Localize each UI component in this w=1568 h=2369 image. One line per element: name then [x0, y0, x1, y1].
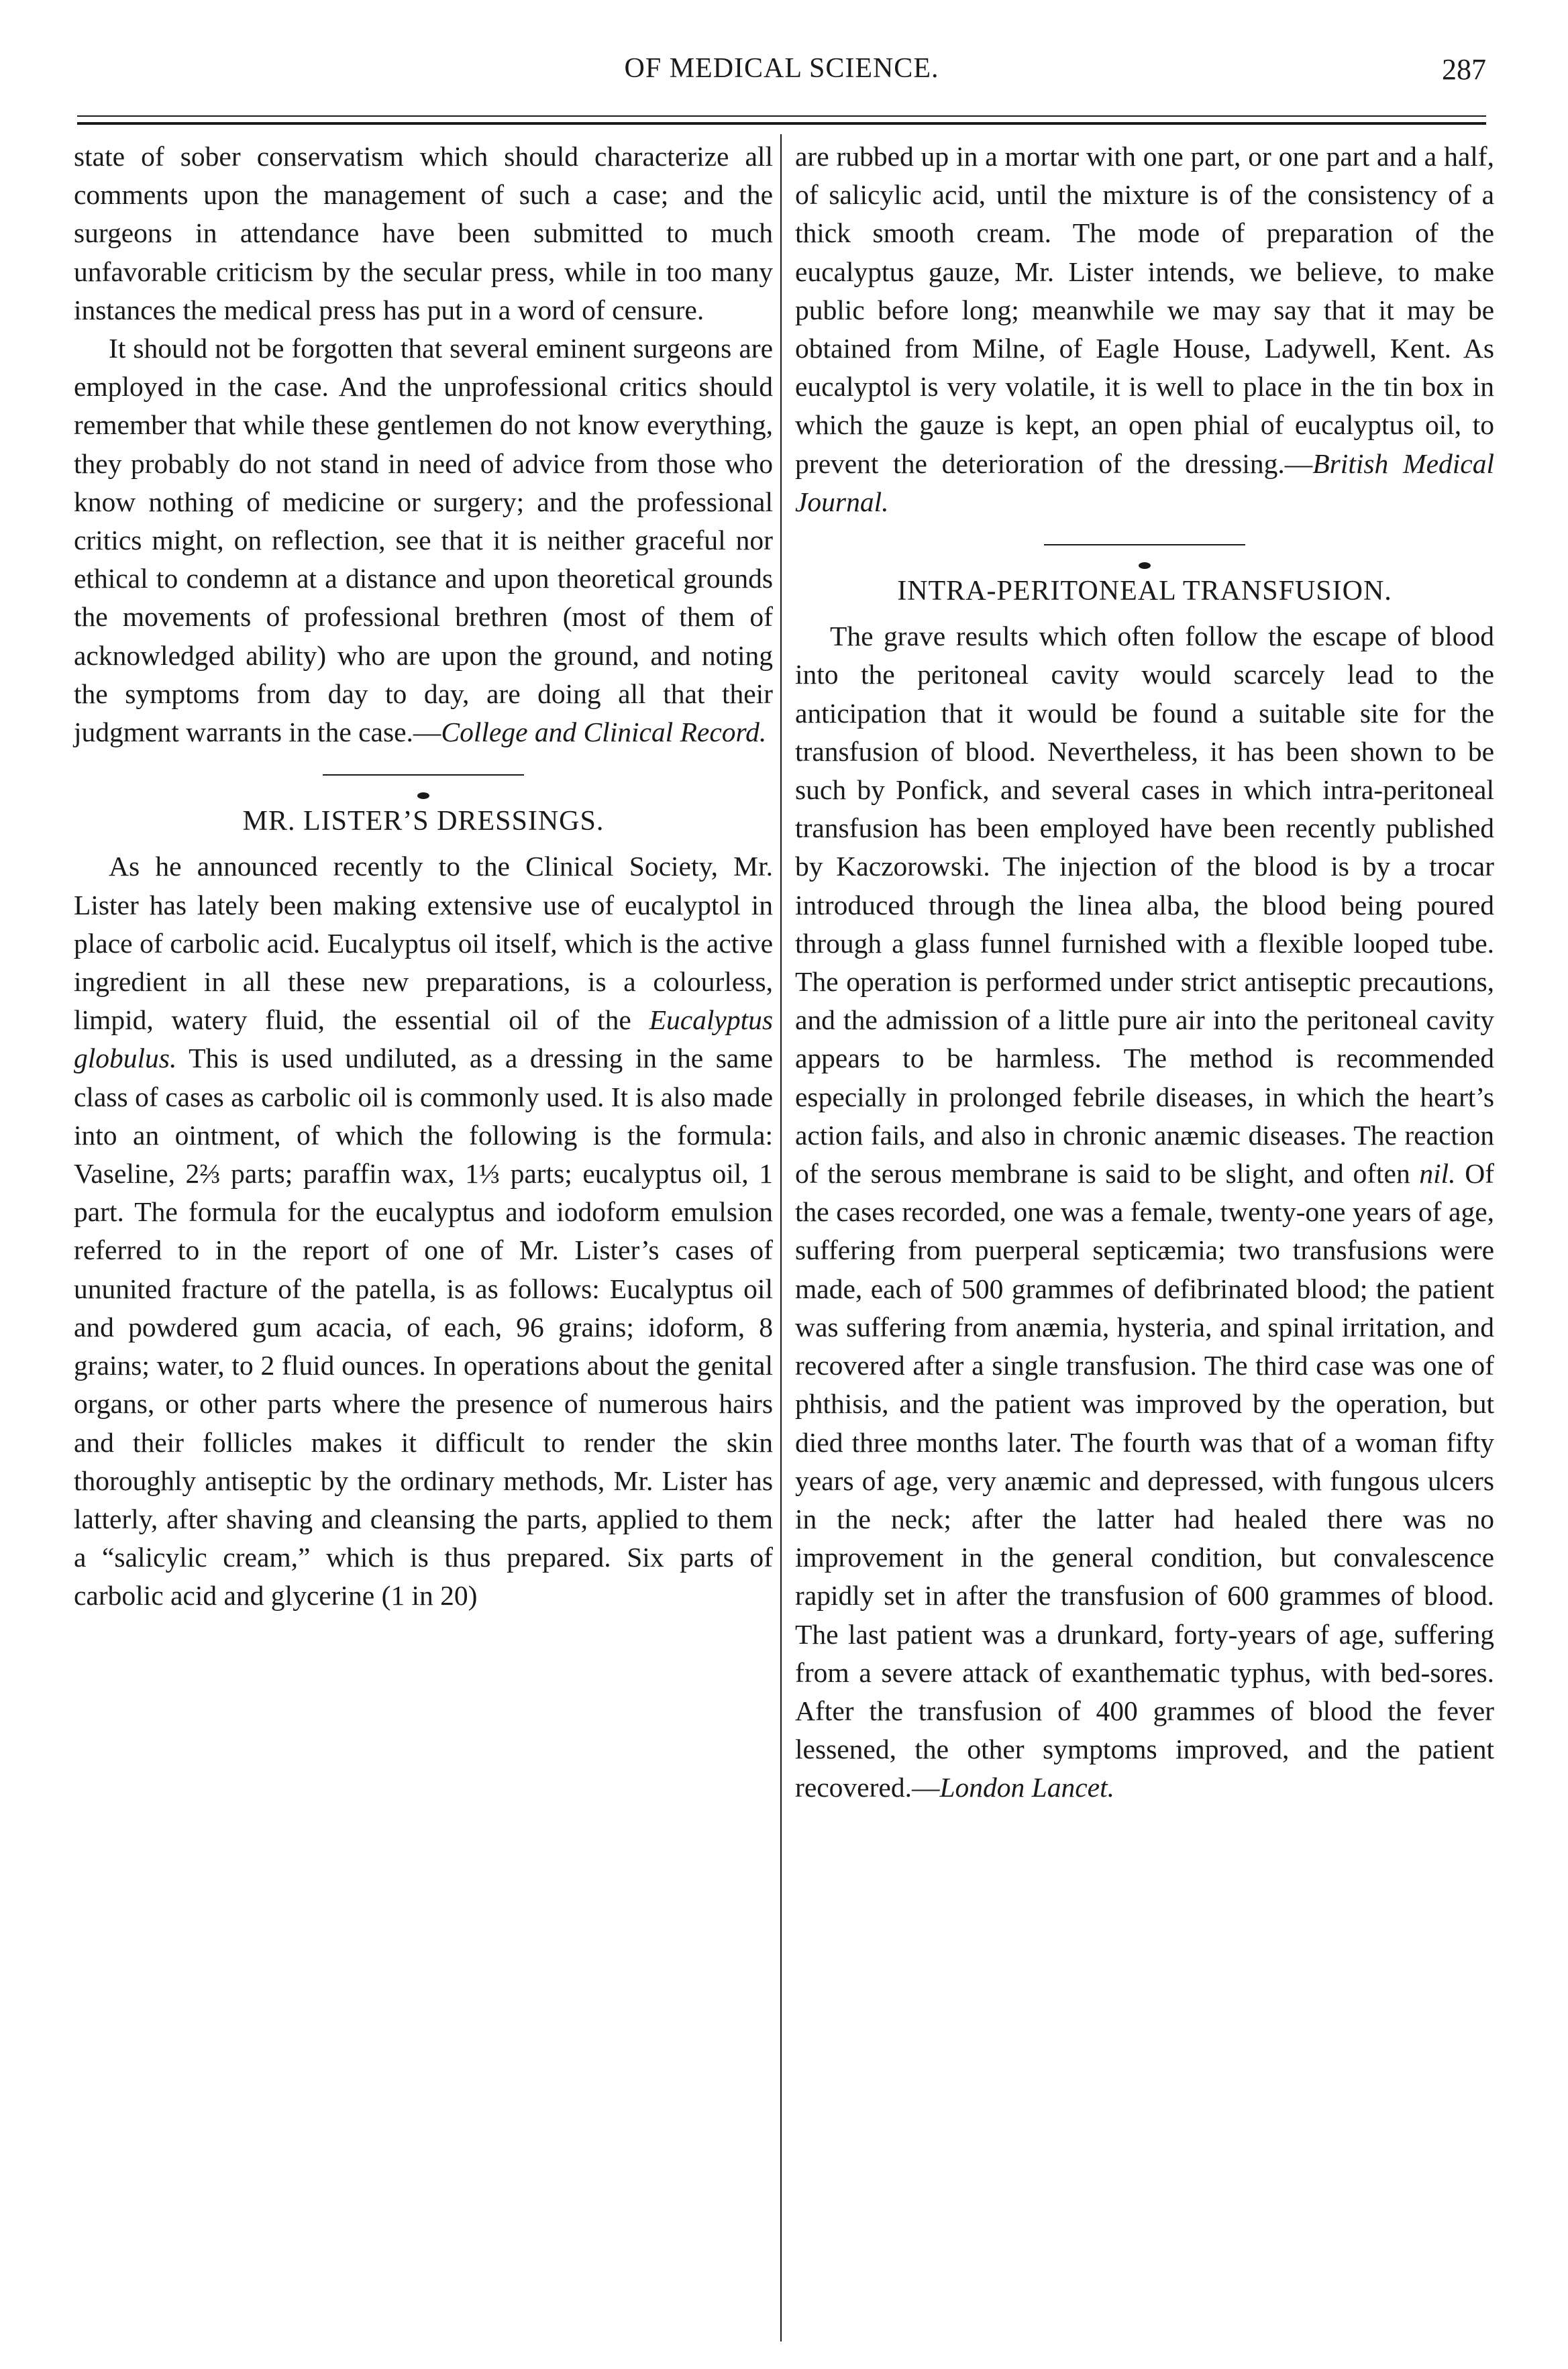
page-number: 287 [1442, 53, 1486, 86]
paragraph-critics [74, 329, 773, 751]
heading-intra-peritoneal: INTRA-PERITONEAL TRANSFUSION. [897, 576, 1392, 607]
citation-london-lancet: London Lancet. [939, 1772, 1114, 1803]
paragraph-salicylic-text: are rubbed up in a mortar with one part, or one part and a half, of salicylic acid, until the mixture is of the consistency of a thick smooth cream. The mode of preparation of the eucalyptus gauze, Mr. Lister intends, we believe, to make public before long; meanwhile we may say that it may be obtained from Milne, of Eagle House, Ladywell, Kent. As eucalyptol is very volatile, it is well to place in the tin box in which the gauze is kept, an open phial of eucalyptus oil, to prevent the deterioration of the dressing.— [795, 141, 1494, 479]
running-title: OF MEDICAL SCIENCE. [624, 53, 939, 84]
paragraph-critics-text: It should not be forgotten that several eminent surgeons are employed in the case. And the unprofessional critics should remember that while these gentlemen do not know everything, they probably do not stand in need of advice from those who know nothing of medicine or surgery; and the professional critics might, on reflection, see that it is neither graceful nor ethical to condemn at a distance and upon theoretical grounds the movements of professional brethren (most of them of acknowledged ability) who are upon the ground, and noting the symptoms from day to day, are doing all that their judgment warrants in the case.— [74, 333, 773, 748]
section-divider-ornament-right [795, 540, 1494, 549]
paragraph-lister-text-b: This is used undiluted, as a dressing in the same class of cases as carbolic oil is commonly used. It is also made into an ointment, of which the following is the formula: Vaseline, 2⅔ parts; paraffin wax, 1⅓ parts; eucalyptus oil, 1 part. The formula for the eucalyptus and iodoform emulsion referred to in the report of one of Mr. Lister’s cases of ununited fracture of the patella, is as follows: Eucalyptus oil and powdered gum acacia, of each, 96 grains; idoform, 8 grains; water, to 2 fluid ounces. In operations about the genital organs, or other parts where the presence of numerous hairs and their follicles makes it difficult to render the skin thoroughly antiseptic by the ordinary methods, Mr. Lister has latterly, after shaving and cleansing the parts, applied to them a “salicylic cream,” which is thus prepared. Six parts of carbolic acid and glycerine (1 in 20) [74, 1043, 773, 1612]
header-rule-thin [77, 115, 1486, 117]
left-column [74, 138, 773, 2345]
running-head [77, 52, 1486, 106]
paragraph-transfusion-text-a: The grave results which often follow the escape of blood into the peritoneal cavity would scarcely lead to the anticipation that it would be found a suitable site for the transfusion of blood. Nevertheless, it has been shown to be such by Ponfick, and several cases in which intra-peritoneal transfusion has been employed have been recently published by Kaczorowski. The injection of the blood is by a trocar introduced through the linea alba, the blood being poured through a glass funnel furnished with a flexible looped tube. The operation is performed under strict antiseptic precautions, and the admission of a little pure air into the peritoneal cavity appears to be harmless. The method is recommended especially in prolonged febrile diseases, in which the heart’s action fails, and also in chronic anæmic diseases. The reaction of the serous membrane is said to be slight, and often [795, 621, 1494, 1190]
paragraph-transfusion-text-b: Of the cases recorded, one was a female, twenty-one years of age, suffering from puerperal septicæmia; two transfusions were made, each of 500 grammes of defibrinated blood; the patient was suffering from anæmia, hysteria, and spinal irritation, and recovered after a single transfusion. The third case was one of phthisis, and the patient was improved by the operation, but died three months later. The fourth was that of a woman fifty years of age, very anæmic and depressed, with fungous ulcers in the neck; after the latter had healed there was no improvement in the general condition, but convalescence rapidly set in after the transfusion of 600 grammes of blood. The last patient was a drunkard, forty-years of age, suffering from a severe attack of exanthematic typhus, with bed-sores. After the transfusion of 400 grammes of blood the fever lessened, the other symptoms improved, and the patient recovered.— [795, 1158, 1495, 1803]
paragraph-transfusion [795, 617, 1494, 1807]
citation-british-medical-journal: British Medical Journal. [795, 448, 1494, 517]
word-nil-italic: nil. [1419, 1158, 1456, 1190]
paragraph-lister [74, 847, 773, 1615]
right-column [795, 138, 1494, 2345]
heading-lister-dressings: MR. LISTER’S DRESSINGS. [242, 806, 605, 837]
paragraph-salicylic-continuation [795, 138, 1494, 521]
paragraph-continuation: state of sober conservatism which should characterize all comments upon the management of such a case; and the surgeons in attendance have been submitted to much unfavorable criticism by the secular press, while in too many instances the medical press has put in a word of censure. [74, 141, 773, 325]
species-name-italic: Eucalyptus globulus. [74, 1004, 773, 1074]
citation-college-record: College and Clinical Record. [441, 717, 767, 748]
paragraph-lister-text-a: As he announced recently to the Clinical Society, Mr. Lister has lately been making extensive use of eucalyptol in place of carbolic acid. Eucalyptus oil itself, which is the active ingredient in all these new preparations, is a colourless, limpid, watery fluid, the essential oil of the [74, 851, 773, 1036]
section-divider-ornament [74, 770, 773, 780]
header-rule-thick [77, 122, 1486, 125]
column-divider-rule [780, 134, 782, 2341]
